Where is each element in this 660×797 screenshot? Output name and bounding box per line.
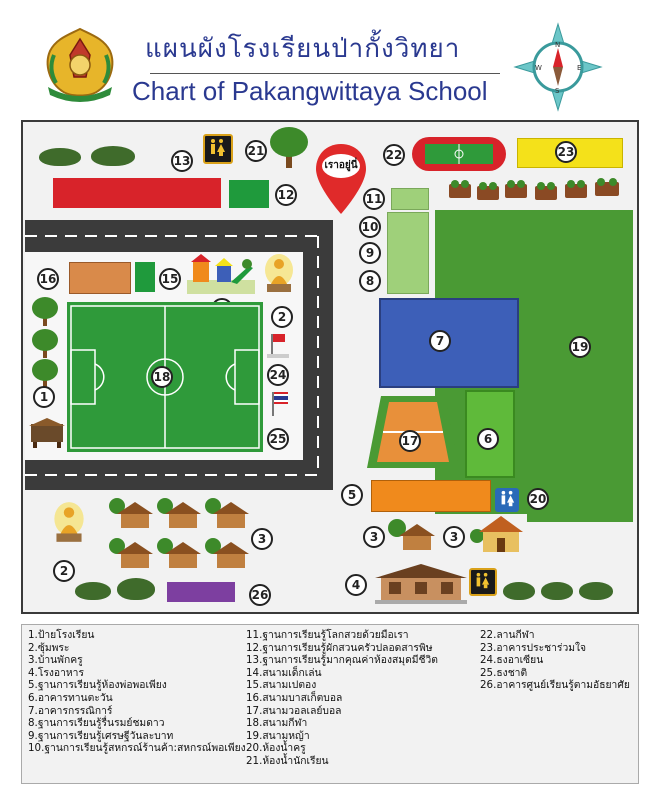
vegetable-beds-icon — [447, 176, 629, 206]
marker-2[interactable]: 2 — [271, 306, 293, 328]
playground-14-icon[interactable] — [183, 254, 259, 298]
legend-item: 2.ซุ้มพระ — [28, 641, 70, 654]
marker-25[interactable]: 25 — [267, 428, 289, 450]
legend-item: 14.สนามเด็กเล่น — [246, 666, 322, 679]
teacher-house-icon — [387, 516, 437, 554]
bush-icon — [503, 582, 535, 600]
building-13-library[interactable] — [53, 178, 221, 208]
legend-item: 15.สนามเปตอง — [246, 679, 317, 692]
bush-icon — [91, 146, 135, 166]
teacher-house-icon — [469, 512, 525, 556]
title-divider — [150, 73, 500, 74]
tree-icon — [31, 358, 59, 388]
basketball-court-16[interactable] — [69, 262, 131, 294]
bush-icon — [117, 578, 155, 600]
building-26[interactable] — [167, 582, 235, 602]
marker-22[interactable]: 22 — [383, 144, 405, 166]
marker-17[interactable]: 17 — [399, 430, 421, 452]
thai-flag-icon — [269, 390, 291, 418]
legend-item: 3.บ้านพักครู — [28, 654, 83, 667]
legend-item: 21.ห้องน้ำนักเรียน — [246, 754, 329, 767]
buddha-shrine-icon — [261, 252, 297, 296]
legend-item: 25.ธงชาติ — [480, 666, 528, 679]
legend-item: 1.ป้ายโรงเรียน — [28, 629, 95, 641]
marker-7[interactable]: 7 — [429, 330, 451, 352]
marker-3[interactable]: 3 — [251, 528, 273, 550]
compass-icon — [513, 22, 603, 112]
marker-23[interactable]: 23 — [555, 141, 577, 163]
tree-icon — [31, 328, 59, 358]
marker-11[interactable]: 11 — [363, 188, 385, 210]
legend-item: 5.ฐานการเรียนรู้ห้องพ่อพอเพียง — [28, 679, 167, 692]
marker-10[interactable]: 10 — [359, 216, 381, 238]
marker-6[interactable]: 6 — [477, 428, 499, 450]
legend-column-3 — [480, 629, 630, 692]
legend-item: 20.ห้องน้ำครู — [246, 742, 306, 755]
header — [0, 0, 660, 118]
compass-n: N — [555, 41, 561, 49]
marker-12[interactable]: 12 — [275, 184, 297, 206]
compass-s: S — [555, 87, 560, 95]
marker-8[interactable]: 8 — [359, 270, 381, 292]
legend-item: 7.อาคารกรรณิการ์ — [28, 704, 113, 717]
marker-24[interactable]: 24 — [267, 364, 289, 386]
legend-item: 13.ฐานการเรียนรู้มากคุณค่าห้องสมุดมีชีวิต — [246, 654, 438, 667]
marker-2b[interactable]: 2 — [53, 560, 75, 582]
marker-3b[interactable]: 3 — [363, 526, 385, 548]
compass-e: E — [577, 64, 582, 72]
school-sign-icon — [29, 418, 65, 448]
bush-icon — [75, 582, 111, 600]
map-legend — [21, 624, 639, 784]
title-thai: แผนผังโรงเรียนป่ากั้งวิทยา — [145, 34, 461, 64]
asean-flag-icon — [267, 332, 289, 358]
compass-w: W — [535, 64, 542, 72]
marker-15[interactable]: 15 — [159, 268, 181, 290]
building-5[interactable] — [371, 480, 491, 512]
petanque-court-15[interactable] — [135, 262, 155, 292]
you-are-here-label: เราอยู่นี่ — [324, 160, 358, 171]
marker-20[interactable]: 20 — [527, 488, 549, 510]
legend-item: 12.ฐานการเรียนรู้ผักสวนครัวปลอดสารพิษ — [246, 641, 433, 654]
legend-item: 10.ฐานการเรียนรู้สหกรณ์ร้านค้า:สหกรณ์พอเพียง — [28, 742, 246, 755]
legend-column-1 — [28, 629, 246, 755]
tree-icon — [269, 126, 309, 168]
legend-item: 9.ฐานการเรียนรู้เศรษฐีวันละบาท — [28, 729, 174, 742]
marker-19[interactable]: 19 — [569, 336, 591, 358]
building-12-garden[interactable] — [229, 180, 269, 208]
bush-icon — [579, 582, 613, 600]
restroom-figures-icon — [498, 490, 516, 508]
legend-item: 26.อาคารศูนย์เรียนรู้ตามอัธยาศัย — [480, 679, 630, 692]
legend-item: 18.สนามกีฬา — [246, 717, 308, 730]
legend-item: 8.ฐานการเรียนรู้รื่นรมย์ชมดาว — [28, 717, 165, 730]
legend-item: 22.ลานกีฬา — [480, 629, 535, 641]
legend-item: 17.สนามวอลเลย์บอล — [246, 704, 342, 717]
marker-21[interactable]: 21 — [245, 140, 267, 162]
legend-item: 11.ฐานการเรียนรู้โลกสวยด้วยมือเรา — [246, 629, 409, 641]
buddha-shrine-icon — [49, 500, 89, 546]
legend-item: 19.สนามหญ้า — [246, 729, 310, 742]
legend-item: 23.อาคารประชาร่วมใจ — [480, 641, 587, 654]
marker-1[interactable]: 1 — [33, 386, 55, 408]
restroom-figures-icon — [207, 138, 227, 158]
teacher-houses-icon — [107, 496, 255, 574]
marker-9[interactable]: 9 — [359, 242, 381, 264]
legend-item: 24.ธงอาเซียน — [480, 654, 544, 667]
legend-item: 6.อาคารทานตะวัน — [28, 691, 113, 704]
marker-4[interactable]: 4 — [345, 574, 367, 596]
school-logo-icon — [40, 25, 120, 105]
marker-26[interactable]: 26 — [249, 584, 271, 606]
tree-icon — [31, 296, 59, 326]
marker-13[interactable]: 13 — [171, 150, 193, 172]
legend-column-2 — [246, 629, 438, 768]
grass-field-19-lower — [527, 514, 633, 522]
sports-track-22[interactable] — [411, 136, 507, 172]
title-english: Chart of Pakangwittaya School — [132, 76, 488, 106]
marker-16[interactable]: 16 — [37, 268, 59, 290]
legend-item: 4.โรงอาหาร — [28, 666, 84, 679]
bush-icon — [541, 582, 573, 600]
marker-18[interactable]: 18 — [151, 366, 173, 388]
school-map — [21, 120, 639, 614]
bush-icon — [39, 148, 81, 166]
restroom-figures-icon — [473, 572, 491, 590]
marker-5[interactable]: 5 — [341, 484, 363, 506]
buildings-8-10[interactable] — [387, 212, 429, 294]
you-are-here-pin-icon[interactable] — [313, 142, 369, 216]
legend-item: 16.สนามบาสเก็ตบอล — [246, 691, 343, 704]
canteen-4-icon[interactable] — [375, 560, 467, 604]
building-11[interactable] — [391, 188, 429, 210]
marker-3c[interactable]: 3 — [443, 526, 465, 548]
